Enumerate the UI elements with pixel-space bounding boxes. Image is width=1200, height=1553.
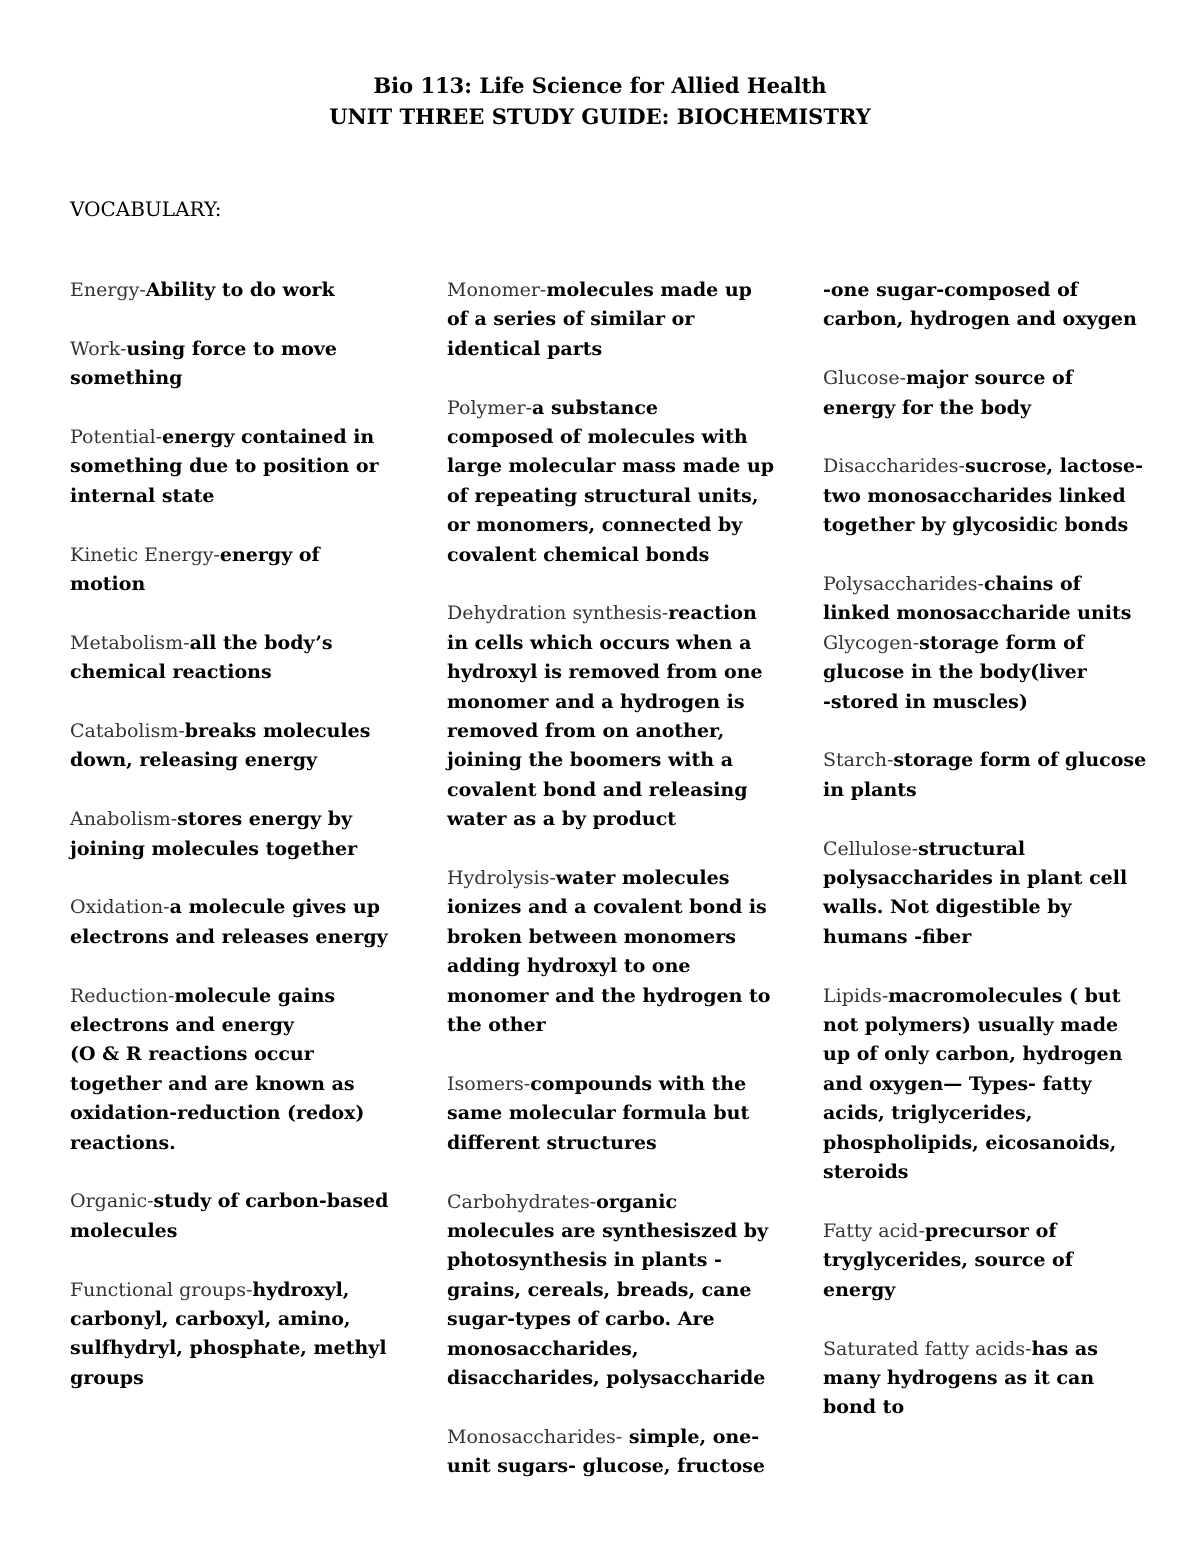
vocab-entry <box>70 893 400 952</box>
vocab-definition: using force to move something <box>70 337 337 390</box>
vocab-entry <box>447 1070 777 1158</box>
unit-title: UNIT THREE STUDY GUIDE: BIOCHEMISTRY <box>329 104 871 129</box>
vocabulary-heading: VOCABULARY: <box>70 197 222 221</box>
vocab-term: Kinetic Energy- <box>70 543 220 566</box>
vocab-term: Metabolism- <box>70 631 190 654</box>
vocab-definition: stores energy by joining molecules together <box>70 808 358 860</box>
vocab-entry <box>823 629 1158 717</box>
vocab-entry <box>447 864 777 1040</box>
vocab-definition: simple, one- unit sugars- glucose, fructose <box>447 1425 765 1478</box>
vocab-entry <box>823 835 1158 953</box>
vocab-definition: energy of motion <box>70 543 320 596</box>
vocab-entry <box>70 717 400 776</box>
vocab-definition: -one sugar-composed of carbon, hydrogen and oxygen <box>823 279 1137 331</box>
vocab-entry <box>447 276 777 364</box>
vocab-term: Monomer- <box>447 279 547 301</box>
vocab-term: Anabolism- <box>70 808 178 831</box>
vocab-definition: Ability to do work <box>145 279 335 301</box>
vocab-entry <box>823 276 1158 335</box>
course-title: Bio 113: Life Science for Allied Health <box>373 73 827 98</box>
vocab-definition: chains of linked monosaccharide units <box>823 573 1132 625</box>
vocab-term: Lipids- <box>823 984 889 1007</box>
vocab-term: Polysaccharides- <box>823 573 984 596</box>
vocab-definition: sucrose, lactose- two monosaccharides linked together by glycosidic bonds <box>823 455 1143 537</box>
vocab-definition: energy contained in something due to position or internal state <box>70 426 379 507</box>
vocab-term: Work- <box>70 337 127 360</box>
vocab-term: Potential- <box>70 426 163 448</box>
vocab-entry <box>823 982 1158 1188</box>
vocab-definition: breaks molecules down, releasing energy <box>70 720 371 772</box>
vocab-term: Monosaccharides- <box>447 1425 623 1448</box>
vocab-term: Polymer- <box>447 396 533 419</box>
vocab-entry <box>823 1217 1158 1305</box>
vocab-entry <box>823 570 1158 629</box>
vocab-term: Glucose- <box>823 367 906 390</box>
vocab-term: Starch- <box>823 749 894 772</box>
vocab-term: Carbohydrates- <box>447 1190 597 1213</box>
vocab-entry <box>70 423 400 511</box>
vocab-definition: major source of energy for the body <box>823 367 1073 419</box>
vocab-term: Disaccharides- <box>823 455 965 478</box>
vocab-definition: compounds with the same molecular formula but different structures <box>447 1072 750 1154</box>
vocab-column-1 <box>70 276 400 1423</box>
vocab-entry <box>823 452 1158 540</box>
vocab-term: Hydrolysis- <box>447 867 556 890</box>
vocab-term: Energy- <box>70 279 146 301</box>
vocab-entry <box>70 276 400 305</box>
vocab-term: Saturated fatty acids- <box>823 1337 1032 1360</box>
vocab-definition: has as many hydrogens as it can bond to <box>823 1337 1098 1419</box>
vocab-term: Glycogen- <box>823 631 920 654</box>
vocab-definition: a molecule gives up electrons and releases energy <box>70 896 388 948</box>
vocab-definition: molecules made up of a series of similar or identical parts <box>447 279 752 360</box>
vocab-term: Catabolism- <box>70 720 185 743</box>
vocab-term: Dehydration synthesis- <box>447 602 669 625</box>
vocab-term: Oxidation- <box>70 896 170 919</box>
vocab-definition: precursor of tryglycerides, source of energy <box>823 1219 1073 1301</box>
vocab-term: Organic- <box>70 1190 154 1213</box>
vocab-definition: storage form of glucose in plants <box>823 749 1147 801</box>
vocab-entry <box>70 335 400 394</box>
vocab-term: Isomers- <box>447 1072 531 1095</box>
vocab-column-2 <box>447 276 777 1511</box>
vocab-definition: storage form of glucose in the body(liver -stored in muscles) <box>823 631 1087 713</box>
vocab-definition: hydroxyl, carbonyl, carboxyl, amino, sulfhydryl, phosphate, methyl groups <box>70 1278 387 1389</box>
vocab-entry <box>823 364 1158 423</box>
vocab-entry <box>823 1335 1158 1423</box>
vocab-definition: a substance composed of molecules with large molecular mass made up of repeating structural units, or monomers, connected by covalent chemical bonds <box>447 396 775 566</box>
vocab-entry <box>70 629 400 688</box>
vocab-definition: molecule gains electrons and energy (O & R reactions occur together and are known as oxidation-reduction (redox) reactions. <box>70 984 365 1154</box>
vocab-definition: study of carbon-based molecules <box>70 1190 389 1242</box>
vocab-term: Reduction- <box>70 984 175 1007</box>
vocab-term: Cellulose- <box>823 837 919 860</box>
vocab-column-3 <box>823 276 1158 1452</box>
vocab-entry <box>447 599 777 834</box>
vocab-definition: water molecules ionizes and a covalent bond is broken between monomers adding hydroxyl to one monomer and the hydrogen to the other <box>447 867 771 1037</box>
vocab-term: Functional groups- <box>70 1278 253 1301</box>
document-header <box>0 70 1200 132</box>
vocab-entry <box>447 394 777 570</box>
vocab-entry <box>70 1187 400 1246</box>
vocab-term: Fatty acid- <box>823 1219 925 1242</box>
vocab-definition: reaction in cells which occurs when a hydroxyl is removed from one monomer and a hydrogen is removed from on another, joining the boomers with a covalent bond and releasing water as a by product <box>447 602 763 831</box>
vocab-definition: structural polysaccharides in plant cell walls. Not digestible by humans -fiber <box>823 837 1128 948</box>
vocab-definition: organic molecules are synthesiszed by photosynthesis in plants - grains, cereals, breads, cane sugar-types of carbo. Are monosaccharides, disaccharides, polysaccharide <box>447 1190 769 1389</box>
vocab-entry <box>447 1423 777 1482</box>
vocab-entry <box>70 541 400 600</box>
vocab-entry <box>823 746 1158 805</box>
vocab-entry <box>70 1276 400 1394</box>
vocab-definition: macromolecules ( but not polymers) usually made up of only carbon, hydrogen and oxygen— Types- fatty acids, triglycerides, phospholipids, eicosanoids, steroids <box>823 984 1123 1184</box>
vocab-entry <box>447 1188 777 1394</box>
vocab-entry <box>70 805 400 864</box>
vocab-entry <box>70 982 400 1158</box>
vocab-definition: all the body’s chemical reactions <box>70 631 333 684</box>
